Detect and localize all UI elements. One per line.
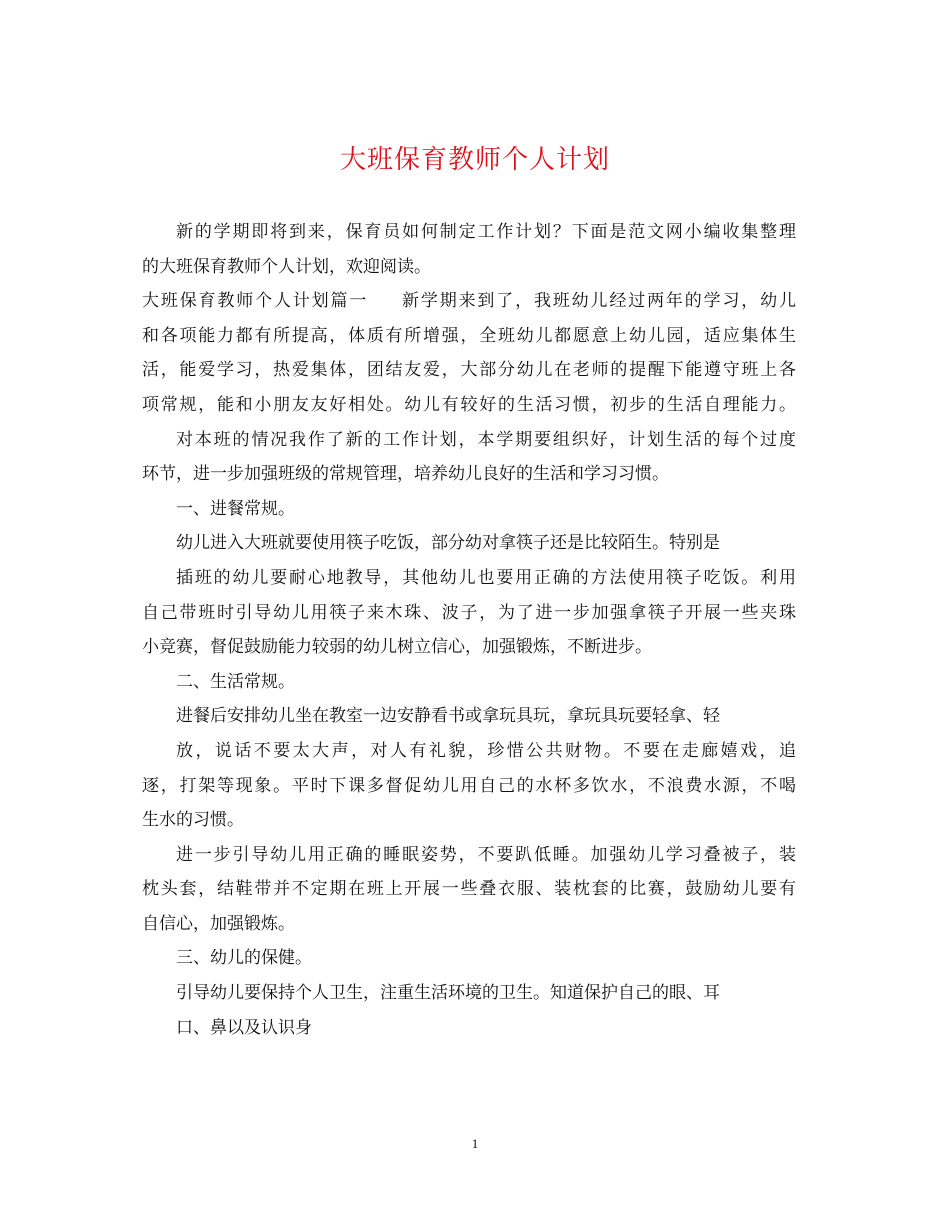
paragraph-line: 枕头套，结鞋带并不定期在班上开展一些叠衣服、装枕套的比赛，鼓励幼儿要有 — [142, 879, 796, 900]
paragraph-line: 活，能爱学习，热爱集体，团结友爱，大部分幼儿在老师的提醒下能遵守班上各 — [142, 360, 796, 381]
paragraph-line: 进一步引导幼儿用正确的睡眠姿势，不要趴低睡。加强幼儿学习叠被子，装 — [176, 844, 796, 865]
paragraph-line: 引导幼儿要保持个人卫生，注重生活环境的卫生。知道保护自己的眼、耳 — [176, 983, 720, 1004]
paragraph-line: 进餐后安排幼儿坐在教室一边安静看书或拿玩具玩，拿玩具玩要轻拿、轻 — [176, 706, 720, 727]
paragraph-line: 幼儿进入大班就要使用筷子吃饭，部分幼对拿筷子还是比较陌生。特别是 — [176, 533, 720, 554]
paragraph-line: 小竞赛，督促鼓励能力较弱的幼儿树立信心，加强锻炼，不断进步。 — [142, 637, 652, 658]
paragraph-line — [142, 284, 796, 319]
section-heading: 一、进餐常规。 — [176, 498, 295, 519]
paragraph-line: 和各项能力都有所提高，体质有所增强，全班幼儿都愿意上幼儿园，适应集体生 — [142, 325, 796, 346]
paragraph-line: 插班的幼儿要耐心地教导，其他幼儿也要用正确的方法使用筷子吃饭。利用 — [176, 567, 796, 588]
paragraph-line: 的大班保育教师个人计划，欢迎阅读。 — [142, 256, 431, 277]
paragraph-line: 放，说话不要太大声，对人有礼貌，珍惜公共财物。不要在走廊嬉戏，追 — [176, 740, 796, 761]
paragraph-line: 逐，打架等现象。平时下课多督促幼儿用自己的水杯多饮水，不浪费水源，不喝 — [142, 775, 796, 796]
paragraph-text: 新学期来到了，我班幼儿经过两年的学习，幼儿 — [400, 291, 796, 312]
paragraph-line: 自己带班时引导幼儿用筷子来木珠、波子，为了进一步加强拿筷子开展一些夹珠 — [142, 602, 796, 623]
section-heading: 三、幼儿的保健。 — [176, 948, 312, 969]
paragraph-line: 自信心，加强锻炼。 — [142, 913, 295, 934]
paragraph-line: 生水的习惯。 — [142, 810, 244, 831]
section-heading: 二、生活常规。 — [176, 671, 295, 692]
section-heading: 大班保育教师个人计划篇一 — [142, 291, 369, 312]
paragraph-line: 口、鼻以及认识身 — [176, 1017, 312, 1038]
page-number: 1 — [471, 1136, 479, 1151]
paragraph-line: 新的学期即将到来，保育员如何制定工作计划？下面是范文网小编收集整理 — [176, 222, 796, 242]
document-body — [142, 215, 796, 1045]
document-title: 大班保育教师个人计划 — [339, 145, 610, 175]
paragraph-line: 对本班的情况我作了新的工作计划，本学期要组织好，计划生活的每个过度 — [176, 429, 796, 450]
paragraph-line: 环节，进一步加强班级的常规管理，培养幼儿良好的生活和学习习惯。 — [142, 464, 669, 485]
paragraph-line: 项常规，能和小朋友友好相处。幼儿有较好的生活习惯，初步的生活自理能力。 — [142, 394, 796, 415]
